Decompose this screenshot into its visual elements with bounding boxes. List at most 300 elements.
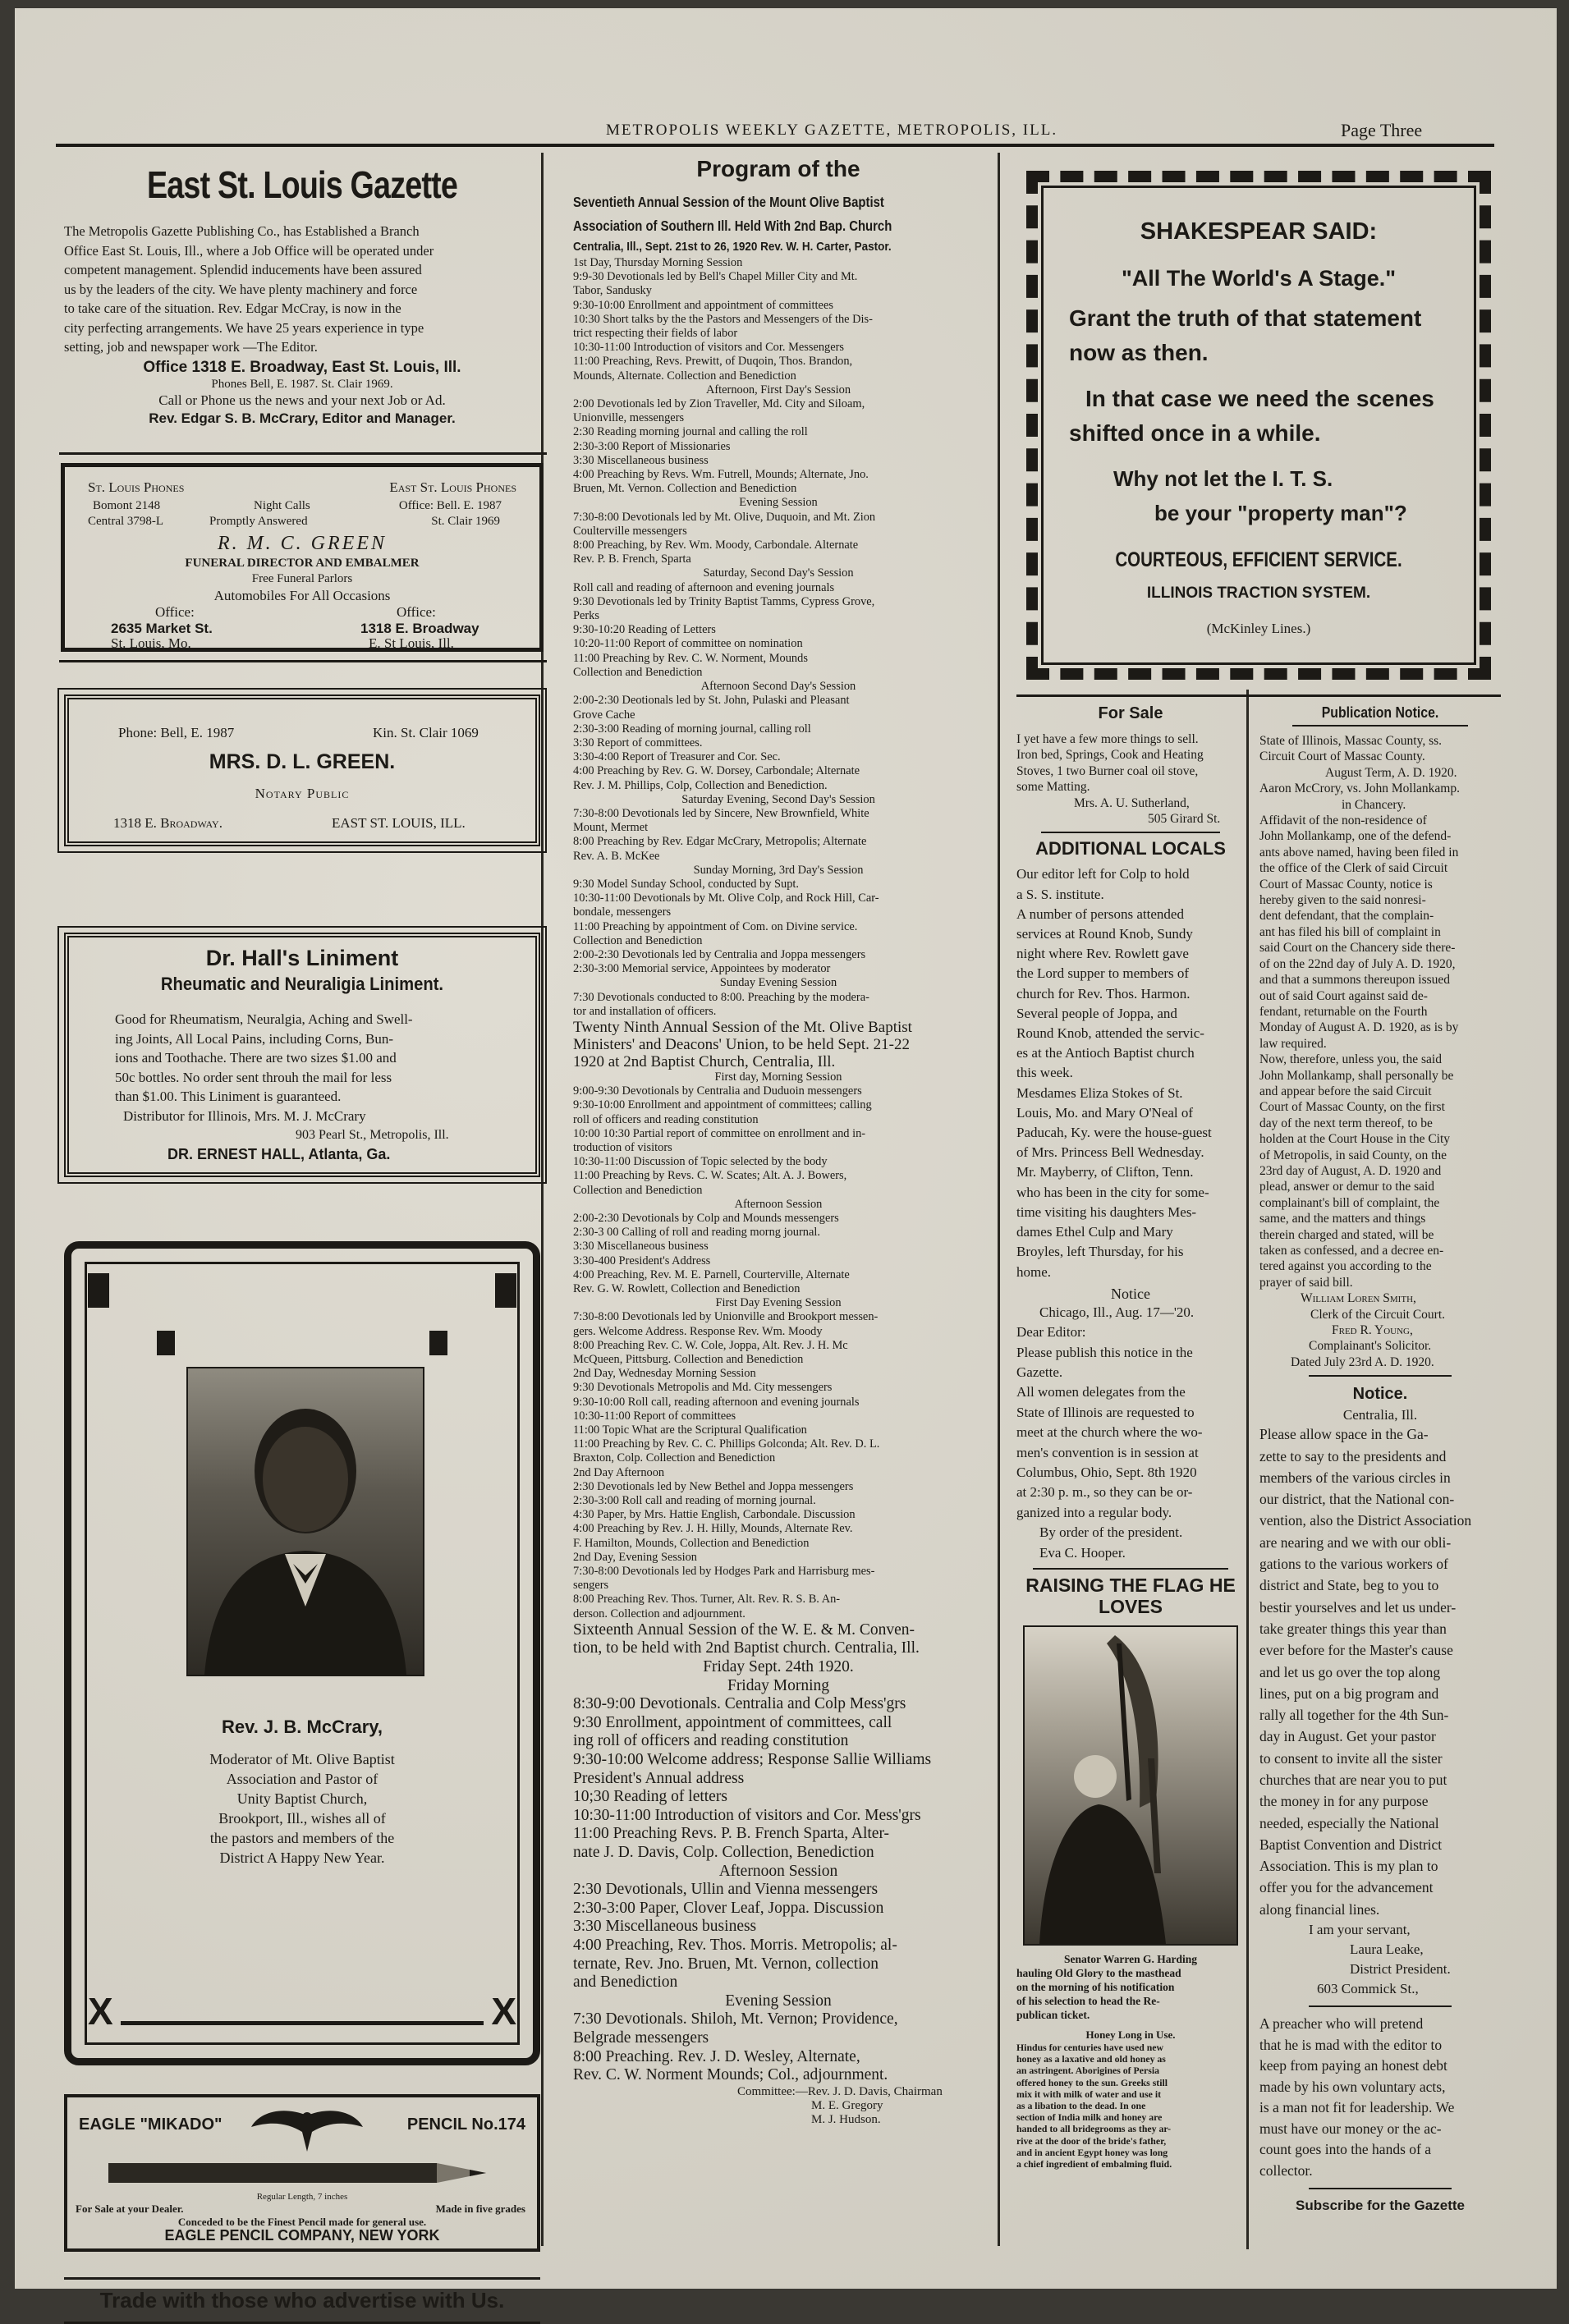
text-line: Association and Pastor of: [226, 1771, 378, 1787]
newspaper-page: [15, 8, 1557, 2313]
locals-body: [1016, 864, 1245, 1281]
city-right: E. St Louis, Ill.: [369, 635, 454, 651]
text-line: Monday of August A. D. 1920, as is by: [1259, 1020, 1459, 1035]
divider: [59, 452, 547, 455]
text-line: ants above named, having been filed in: [1259, 845, 1459, 859]
text-line: needed, especially the National: [1259, 1814, 1439, 1831]
text-line: city perfecting arrangements. We have 25 years experience in type: [64, 319, 424, 336]
hall-sign: DR. ERNEST HALL, Atlanta, Ga.: [167, 1146, 391, 1162]
traction-system-ad: [1026, 171, 1491, 680]
text-line: of on the 22nd day of July A. D. 1920,: [1259, 956, 1456, 971]
text-line: 10;30 Reading of letters: [573, 1788, 727, 1806]
hall-body: [115, 1010, 525, 1145]
text-line: 4:00 Preaching by Rev. J. H. Hilly, Mounds, Alternate Rev.: [573, 1522, 853, 1536]
text-line: Our editor left for Colp to hold: [1016, 866, 1190, 882]
text-line: law required.: [1259, 1036, 1327, 1051]
text-line: John Mollankamp, shall personally be: [1259, 1068, 1454, 1083]
ad-lines: (McKinley Lines.): [1206, 621, 1311, 636]
text-line: Affidavit of the non-residence of: [1259, 814, 1427, 828]
text-line: Good for Rheumatism, Neuralgia, Aching and Swell-: [115, 1011, 413, 1027]
text-line: 3:30 Miscellaneous business: [573, 1918, 757, 1936]
text-line: Please allow space in the Ga-: [1259, 1426, 1429, 1443]
text-line: Court of Massac County, on the first: [1259, 1100, 1445, 1115]
sign-line: William Loren Smith,: [1301, 1291, 1416, 1306]
column-rule-2: [998, 153, 1000, 2246]
text-line: holden at the Court House in the City: [1259, 1132, 1451, 1147]
program-title: Program of the: [696, 156, 860, 181]
text-line: same, and the matters and things: [1259, 1212, 1426, 1226]
address: 1318 E. Broadway.: [113, 815, 223, 831]
text-line: complainant's bill of complaint, the: [1259, 1195, 1440, 1210]
moderator-greeting: [71, 1749, 533, 1868]
text-line: First Day Evening Session: [715, 1296, 842, 1310]
text-line: along financial lines.: [1259, 1900, 1380, 1918]
text-line: John Mollankamp, one of the defend-: [1259, 829, 1452, 844]
text-line: nate J. D. Davis, Colp. Collection, Benediction: [573, 1844, 874, 1862]
text-line: Saturday, Second Day's Session: [703, 566, 854, 580]
text-line: plead, answer or demur to the said: [1259, 1180, 1435, 1194]
text-line: Belgrade messengers: [573, 2028, 709, 2047]
for-sale-title: For Sale: [1098, 704, 1163, 722]
text-line: 2:00-2:30 Devotionals led by Centralia and Joppa messengers: [573, 947, 866, 961]
text-line: District President.: [1350, 1961, 1451, 1978]
text-line: take greater things this year than: [1259, 1620, 1447, 1637]
text-line: the Lord supper to members of: [1016, 965, 1190, 982]
text-line: Ministers' and Deacons' Union, to be held Sept. 21-22: [573, 1035, 911, 1053]
text-line: Association. This is my plan to: [1259, 1858, 1438, 1875]
text-line: to take care of the situation. Rev. Edgar McCray, is now in the: [64, 300, 401, 316]
green-autos: Automobiles For All Occasions: [213, 588, 391, 603]
text-line: ever before for the Master's cause: [1259, 1642, 1453, 1659]
sign-line: Complainant's Solicitor.: [1309, 1339, 1432, 1354]
esl-call: Call or Phone us the news and your next Job or Ad.: [158, 392, 446, 408]
text-line: a S. S. institute.: [1016, 886, 1104, 902]
sign-line: Dated July 23rd A. D. 1920.: [1291, 1355, 1434, 1369]
text-line: meet at the church where the wo-: [1016, 1424, 1203, 1441]
text-line: First day, Morning Session: [714, 1070, 842, 1084]
text-line: 4:30 Paper, by Mrs. Hattie English, Carbondale. Discussion: [573, 1508, 856, 1522]
text-line: honey as a laxative and old honey as: [1016, 2053, 1166, 2065]
text-line: rally all together for the 4th Sun-: [1259, 1707, 1449, 1724]
committee-member: M. J. Hudson.: [811, 2113, 881, 2127]
text-line: 11:00 Topic What are the Scriptural Qualification: [573, 1423, 807, 1437]
mrs-green-notary-ad: [64, 694, 540, 846]
text-line: 4:00 Preaching, Rev. Thos. Morris. Metropolis; al-: [573, 1936, 897, 1954]
text-line: 8:00 Preaching. Rev. J. D. Wesley, Alternate,: [573, 2047, 860, 2065]
text-line: 10:20-11:00 Report of committee on nomination: [573, 637, 803, 651]
eagle-icon: [250, 2106, 365, 2155]
esl-phones: Phones Bell, E. 1987. St. Clair 1969.: [211, 377, 393, 391]
text-line: Louis, Mo. and Mary O'Neal of: [1016, 1104, 1194, 1121]
text-line: home.: [1016, 1263, 1052, 1280]
program-column: [573, 153, 984, 2127]
text-line: Roll call and reading of afternoon and evening journals: [573, 580, 835, 594]
text-line: that he is mad with the editor to: [1259, 2036, 1443, 2053]
text-line: 2nd Day, Evening Session: [573, 1550, 697, 1564]
text-line: men's convention is in session at: [1016, 1444, 1199, 1460]
text-line: 23rd day of August, A. D. 1920 and: [1259, 1163, 1442, 1178]
preacher-notice: [1259, 2014, 1501, 2181]
notice2-title: Notice.: [1352, 1385, 1408, 1404]
text-line: 3:30 Miscellaneous business: [573, 1240, 709, 1254]
text-line: ing roll of officers and reading constitution: [573, 1732, 849, 1750]
text-line: section of India milk and honey are: [1016, 2111, 1163, 2124]
committee: Committee:—Rev. J. D. Davis, Chairman: [737, 2084, 943, 2098]
text-line: Tabor, Sandusky: [573, 284, 652, 298]
text-line: made by his own voluntary acts,: [1259, 2078, 1446, 2095]
text-line: 9:30 Model Sunday School, conducted by Supt.: [573, 877, 800, 891]
text-line: 9:30-10:00 Enrollment and appointment of committees; calling: [573, 1098, 872, 1112]
text-line: offered honey to the sun. Greeks still: [1016, 2076, 1168, 2088]
text-line: 10:30-11:00 Discussion of Topic selected by the body: [573, 1155, 828, 1169]
text-line: and that a summons thereupon issued: [1259, 973, 1451, 988]
text-line: trict respecting their fields of labor: [573, 327, 738, 341]
text-line: Grove Cache: [573, 708, 635, 722]
text-line: 10:30-11:00 Report of committees: [573, 1409, 736, 1423]
text-line: 8:30-9:00 Devotionals. Centralia and Colp Mess'grs: [573, 1695, 906, 1713]
text-line: hereby given to the said nonresi-: [1259, 893, 1426, 908]
text-line: Rev. P. B. French, Sparta: [573, 552, 691, 566]
text-line: 7:30 Devotionals. Shiloh, Mt. Vernon; Providence,: [573, 2010, 898, 2028]
text-line: taken as confessed, and a decree en-: [1259, 1244, 1444, 1258]
office-left-label: Office:: [155, 604, 195, 620]
stclair-phone: St. Clair 1969: [431, 515, 500, 528]
text-line: All women delegates from the: [1016, 1384, 1186, 1400]
text-line: 9:9-30 Devotionals led by Bell's Chapel Miller City and Mt.: [573, 270, 858, 284]
text-line: 2:30-3:00 Roll call and reading of morning journal.: [573, 1494, 816, 1508]
honey-title: Honey Long in Use.: [1085, 2028, 1176, 2041]
text-line: of Metropolis, in said County, on the: [1259, 1148, 1447, 1162]
caption-line: Senator Warren G. Harding: [1063, 1952, 1197, 1965]
text-line: 7:30-8:00 Devotionals led by Sincere, New Brownfield, White: [573, 806, 869, 820]
text-line: Rev. G. W. Rowlett, Collection and Benediction: [573, 1282, 801, 1296]
for-sale-notice: [1016, 704, 1245, 2170]
text-line: 7:30-8:00 Devotionals led by Hodges Park and Harrisburg mes-: [573, 1565, 875, 1579]
text-line: Mount, Mermet: [573, 821, 649, 835]
text-line: 9:30 Enrollment, appointment of committees, call: [573, 1713, 892, 1731]
text-line: 11:00 Preaching by Rev. C. W. Norment, Mounds: [573, 651, 808, 665]
text-line: is a man not fit for leadership. We: [1259, 2099, 1455, 2116]
phone-left: Phone: Bell, E. 1987: [118, 725, 235, 740]
text-line: roll of officers and reading constitution: [573, 1112, 759, 1126]
ad-line: shifted once in a while.: [1069, 420, 1321, 446]
text-line: members of the various circles in: [1259, 1469, 1451, 1486]
esl-body: [64, 222, 540, 357]
pencil-conceded: Conceded to be the Finest Pencil made for general use.: [177, 2216, 427, 2228]
text-line: Saturday Evening, Second Day's Session: [681, 792, 875, 806]
text-line: Circuit Court of Massac County.: [1259, 749, 1425, 764]
ornament: [157, 1331, 175, 1355]
bottom-rule: [121, 2021, 484, 2025]
text-line: a chief ingredient of embalming fluid.: [1016, 2158, 1172, 2170]
text-line: collector.: [1259, 2161, 1313, 2179]
text-line: competent management. Splendid inducements have been assured: [64, 262, 422, 277]
text-line: The Metropolis Gazette Publishing Co., has Established a Branch: [64, 223, 420, 239]
text-line: Association of Southern Ill. Held With 2nd Bap. Church: [573, 218, 892, 234]
text-line: and appear before the said Circuit: [1259, 1084, 1432, 1098]
text-line: us by the leaders of the city. We have plenty machinery and force: [64, 281, 418, 297]
text-line: 10:00 10:30 Partial report of committee on enrollment and in-: [573, 1126, 866, 1140]
text-line: gations to the various workers of: [1259, 1556, 1448, 1573]
text-line: 10:30-11:00 Introduction of visitors and Cor. Messengers: [573, 341, 845, 355]
text-line: 2:30 Reading morning journal and calling the roll: [573, 425, 808, 439]
text-line: Several people of Joppa, and: [1016, 1005, 1177, 1021]
text-line: President's Annual address: [573, 1769, 745, 1787]
caption-line: publican ticket.: [1016, 2008, 1090, 2021]
text-line: Coulterville messengers: [573, 524, 687, 538]
text-line: 3:30 Report of committees.: [573, 736, 703, 749]
mrs-green-name: MRS. D. L. GREEN.: [209, 750, 396, 773]
text-line: Broyles, left Thursday, for his: [1016, 1244, 1184, 1260]
text-line: Perks: [573, 609, 599, 623]
text-line: 2:30-3:00 Memorial service, Appointees by moderator: [573, 962, 831, 976]
text-line: McQueen, Pittsburg. Collection and Benediction: [573, 1353, 804, 1367]
text-line: Collection and Benediction: [573, 1183, 703, 1197]
text-line: Laura Leake,: [1350, 1941, 1424, 1958]
text-line: 1920 at 2nd Baptist Church, Centralia, Ill.: [573, 1052, 836, 1070]
text-line: 10:30-11:00 Devotionals by Mt. Olive Colp, and Rock Hill, Car-: [573, 892, 879, 905]
text-line: Mrs. A. U. Sutherland,: [1074, 795, 1190, 810]
text-line: Dear Editor:: [1016, 1324, 1086, 1341]
shakespeare-quote: "All The World's A Stage.": [1121, 266, 1397, 291]
program-heading: [573, 190, 984, 256]
text-line: 9:30-10:20 Reading of Letters: [573, 623, 716, 637]
text-line: gers. Welcome Address. Response Rev. Wm. Moody: [573, 1324, 823, 1338]
caption-line: on the morning of his notification: [1016, 1980, 1175, 1993]
convention-session-list: [573, 1621, 984, 2085]
text-line: night where Rev. Rowlett gave: [1016, 946, 1189, 962]
caption-line: hauling Old Glory to the masthead: [1016, 1966, 1181, 1979]
notice-body: [1016, 1303, 1245, 1563]
text-line: Gazette.: [1016, 1364, 1063, 1380]
text-line: Please publish this notice in the: [1016, 1344, 1193, 1360]
divider: [1016, 694, 1501, 697]
hall-liniment-ad: [64, 933, 540, 1177]
text-line: Baptist Convention and District: [1259, 1836, 1443, 1853]
flag-title-2: LOVES: [1099, 1595, 1163, 1617]
text-line: tor and installation of officers.: [573, 1004, 717, 1018]
text-line: services at Round Knob, Sundy: [1016, 926, 1193, 942]
text-line: dent defendant, that the complain-: [1259, 909, 1434, 924]
text-line: time visiting his daughters Mes-: [1016, 1203, 1197, 1220]
text-line: Twenty Ninth Annual Session of the Mt. Olive Baptist: [573, 1018, 912, 1036]
divider: [59, 660, 547, 662]
ad-line: now as then.: [1069, 340, 1209, 365]
publication-body: [1259, 733, 1501, 1290]
text-line: Afternoon Session: [734, 1197, 823, 1211]
text-line: ternate, Rev. Jno. Bruen, Mt. Vernon, collection: [573, 1955, 879, 1973]
text-line: 2:00-2:30 Devotionals by Colp and Mounds messengers: [573, 1212, 839, 1225]
text-line: 2nd Day Afternoon: [573, 1465, 665, 1479]
text-line: 9:30 Devotionals led by Trinity Baptist Tamms, Cypress Grove,: [573, 594, 875, 608]
text-line: 8:00 Preaching Rev. Thos. Turner, Alt. Rev. R. S. B. An-: [573, 1593, 841, 1607]
text-line: and Benediction: [573, 1973, 678, 1992]
text-line: therein charged and stated, will be: [1259, 1227, 1434, 1242]
text-line: Sunday Morning, 3rd Day's Session: [693, 863, 864, 877]
text-line: 9:30-10:00 Enrollment and appointment of committees: [573, 298, 833, 312]
pencil-icon: [108, 2158, 494, 2188]
text-line: ions and Toothache. There are two sizes $1.00 and: [115, 1050, 397, 1066]
text-line: to consent to invite all the sister: [1259, 1749, 1443, 1767]
text-line: Braxton, Colp. Collection and Benediction: [573, 1451, 776, 1465]
text-line: Afternoon, First Day's Session: [705, 383, 851, 397]
committee-member: M. E. Gregory: [811, 2098, 883, 2112]
text-line: and in ancient Egypt honey was long: [1016, 2146, 1168, 2158]
ad-line: Why not let the I. T. S.: [1113, 466, 1333, 491]
text-line: the pastors and members of the: [209, 1830, 395, 1846]
subscribe-slogan: Subscribe for the Gazette: [1296, 2198, 1465, 2214]
text-line: fendant, returnable on the Fourth: [1259, 1004, 1428, 1019]
text-line: as a libation to the dead. In one: [1016, 2100, 1146, 2111]
text-line: Evening Session: [739, 496, 818, 510]
text-line: Rev. C. W. Norment Mounds; Col., adjournment.: [573, 2066, 888, 2084]
divider: [1292, 725, 1468, 727]
union-session-list: [573, 1070, 984, 1621]
text-line: 9:30 Devotionals Metropolis and Md. City messengers: [573, 1381, 833, 1395]
text-line: our district, that the National con-: [1259, 1491, 1455, 1508]
divider: [1033, 1568, 1228, 1570]
text-line: 2:30-3:00 Reading of morning journal, calling roll: [573, 722, 811, 736]
text-line: lines, put on a big program and: [1259, 1685, 1439, 1702]
text-line: vention, also the District Association: [1259, 1512, 1472, 1529]
text-line: Stoves, 1 two Burner coal oil stove,: [1016, 763, 1199, 778]
ad-line: In that case we need the scenes: [1085, 386, 1434, 411]
text-line: church for Rev. Thos. Harmon.: [1016, 985, 1191, 1002]
notice-title: Notice: [1111, 1285, 1150, 1302]
text-line: 2:00-2:30 Deotionals led by St. John, Pulaski and Pleasant: [573, 694, 850, 708]
text-line: tered against you according to the: [1259, 1259, 1432, 1274]
central-phone: Central 3798-L: [88, 515, 164, 528]
text-line: prayer of said bill.: [1259, 1275, 1353, 1290]
divider: [1309, 1375, 1452, 1377]
text-line: zette to say to the presidents and: [1259, 1447, 1447, 1465]
text-line: 10:30 Short talks by the the Pastors and Messengers of the Dis-: [573, 312, 873, 326]
text-line: Sixteenth Annual Session of the W. E. & M. Conven-: [573, 1620, 915, 1639]
text-line: es at the Antioch Baptist church: [1016, 1045, 1195, 1061]
column-rule-3: [1246, 690, 1249, 2249]
text-line: 11:00 Preaching by Rev. C. C. Phillips Golconda; Alt. Rev. D. L.: [573, 1437, 880, 1451]
text-line: at 2:30 p. m., so they can be or-: [1016, 1484, 1193, 1501]
text-line: A number of persons attended: [1016, 905, 1184, 922]
pencil-grades: Made in five grades: [435, 2203, 525, 2215]
text-line: Sunday Evening Session: [719, 976, 837, 990]
text-line: bestir yourselves and let us under-: [1259, 1598, 1457, 1616]
text-line: 2:30-3:00 Report of Missionaries: [573, 439, 731, 453]
caption-line: of his selection to head the Re-: [1016, 1994, 1160, 2007]
text-line: the money in for any purpose: [1259, 1793, 1429, 1810]
text-line: 2:30 Devotionals, Ullin and Vienna messengers: [573, 1881, 879, 1899]
text-line: 1st Day, Thursday Morning Session: [573, 256, 743, 269]
text-line: Collection and Benediction: [573, 933, 703, 947]
text-line: ant has filed his bill of complaint in: [1259, 924, 1441, 939]
pencil-length: Regular Length, 7 inches: [256, 2192, 348, 2202]
text-line: district and State, beg to you to: [1259, 1577, 1439, 1594]
city: EAST ST. LOUIS, ILL.: [332, 815, 466, 831]
text-line: and let us go over the top along: [1259, 1663, 1441, 1680]
text-line: District A Happy New Year.: [219, 1850, 385, 1866]
text-line: Mounds, Alternate. Collection and Benediction: [573, 369, 796, 383]
address-left: 2635 Market St.: [111, 621, 213, 636]
text-line: Unity Baptist Church,: [236, 1790, 368, 1807]
text-line: Mesdames Eliza Stokes of St.: [1016, 1084, 1183, 1101]
ornament: [495, 1273, 516, 1308]
text-line: Distributor for Illinois, Mrs. M. J. McCrary: [123, 1107, 366, 1124]
text-line: troduction of visitors: [573, 1140, 672, 1154]
night-calls: Night Calls: [254, 499, 310, 512]
bomont-phone: Bomont 2148: [93, 499, 161, 512]
ad-line: Grant the truth of that statement: [1069, 305, 1422, 331]
notice2-close: [1259, 1920, 1501, 1999]
moderator-name: Rev. J. B. McCrary,: [221, 1717, 383, 1737]
text-line: mix it with milk of water and use it: [1016, 2088, 1162, 2100]
flag-title: RAISING THE FLAG HE: [1025, 1574, 1236, 1596]
text-line: Eva C. Hooper.: [1039, 1544, 1126, 1561]
green-title: FUNERAL DIRECTOR AND EMBALMER: [185, 557, 420, 570]
esl-editor: Rev. Edgar S. B. McCrary, Editor and Manager.: [149, 410, 456, 426]
text-line: August Term, A. D. 1920.: [1325, 765, 1457, 780]
text-line: 2:30-3:00 Paper, Clover Leaf, Joppa. Discussion: [573, 1899, 884, 1917]
phone-right: Kin. St. Clair 1069: [373, 725, 479, 740]
text-line: Chicago, Ill., Aug. 17—'20.: [1039, 1304, 1195, 1320]
ornament-x: X: [88, 1990, 113, 2033]
locals-title: ADDITIONAL LOCALS: [1035, 838, 1226, 859]
text-line: 10:30-11:00 Introduction of visitors and Cor. Mess'grs: [573, 1806, 921, 1824]
text-line: 603 Commick St.,: [1317, 1981, 1419, 1997]
city-left: St. Louis, Mo.: [111, 635, 191, 651]
text-line: sengers: [573, 1579, 609, 1593]
text-line: 11:00 Preaching Revs. P. B. French Sparta, Alter-: [573, 1825, 890, 1843]
text-line: 2:30 Devotionals led by New Bethel and Joppa messengers: [573, 1479, 854, 1493]
esl-title: East St. Louis Gazette: [146, 163, 458, 206]
text-line: Moderator of Mt. Olive Baptist: [209, 1751, 395, 1767]
text-line: 11:00 Preaching, Revs. Prewitt, of Duqoin, Thos. Brandon,: [573, 355, 853, 369]
text-line: State of Illinois, Massac County, ss.: [1259, 734, 1443, 748]
publication-notice: [1259, 704, 1501, 2214]
text-line: A preacher who will pretend: [1259, 2015, 1424, 2033]
text-line: in Chancery.: [1342, 797, 1406, 812]
text-line: F. Hamilton, Mounds, Collection and Benediction: [573, 1536, 810, 1550]
text-line: ganized into a regular body.: [1016, 1504, 1172, 1520]
text-line: Round Knob, attended the servic-: [1016, 1025, 1204, 1042]
text-line: 2:30-3 00 Calling of roll and reading morng journal.: [573, 1226, 820, 1240]
text-line: 2nd Day, Wednesday Morning Session: [573, 1367, 756, 1381]
esl-office: Office 1318 E. Broadway, East St. Louis, Ill.: [143, 358, 461, 376]
text-line: Bruen, Mt. Vernon. Collection and Benediction: [573, 482, 797, 496]
text-line: said Court on the Chancery side there-: [1259, 941, 1456, 956]
text-line: Evening Session: [725, 1992, 832, 2010]
text-line: derson. Collection and adjournment.: [573, 1607, 746, 1620]
text-line: Rev. J. M. Phillips, Colp, Collection and Benediction.: [573, 778, 828, 792]
text-line: out of said Court against said de-: [1259, 988, 1428, 1003]
ornament-x: X: [491, 1990, 516, 2033]
text-line: 8:00 Preaching, by Rev. Wm. Moody, Carbondale. Alternate: [573, 539, 859, 552]
ad-company: ILLINOIS TRACTION SYSTEM.: [1146, 584, 1371, 602]
text-line: an astringent. Aborigines of Persia: [1016, 2065, 1159, 2077]
text-line: 3:30 Miscellaneous business: [573, 453, 709, 467]
pencil-brand: EAGLE "MIKADO": [79, 2115, 223, 2134]
harding-flag-photo: [1023, 1625, 1238, 1946]
text-line: Columbus, Ohio, Sept. 8th 1920: [1016, 1464, 1197, 1480]
text-line: handed to all bridegrooms as they ar-: [1016, 2123, 1172, 2135]
esl-gazette-notice: [64, 153, 540, 427]
office-bell: Office: Bell. E. 1987: [398, 499, 502, 512]
notary: Notary Public: [255, 786, 350, 801]
moderator-portrait-box: [64, 1241, 540, 2065]
text-line: must have our money or the ac-: [1259, 2120, 1442, 2137]
text-line: than $1.00. This Liniment is guaranteed.: [115, 1089, 342, 1104]
ornament: [88, 1273, 109, 1308]
text-line: count goes into the hands of a: [1259, 2141, 1431, 2158]
